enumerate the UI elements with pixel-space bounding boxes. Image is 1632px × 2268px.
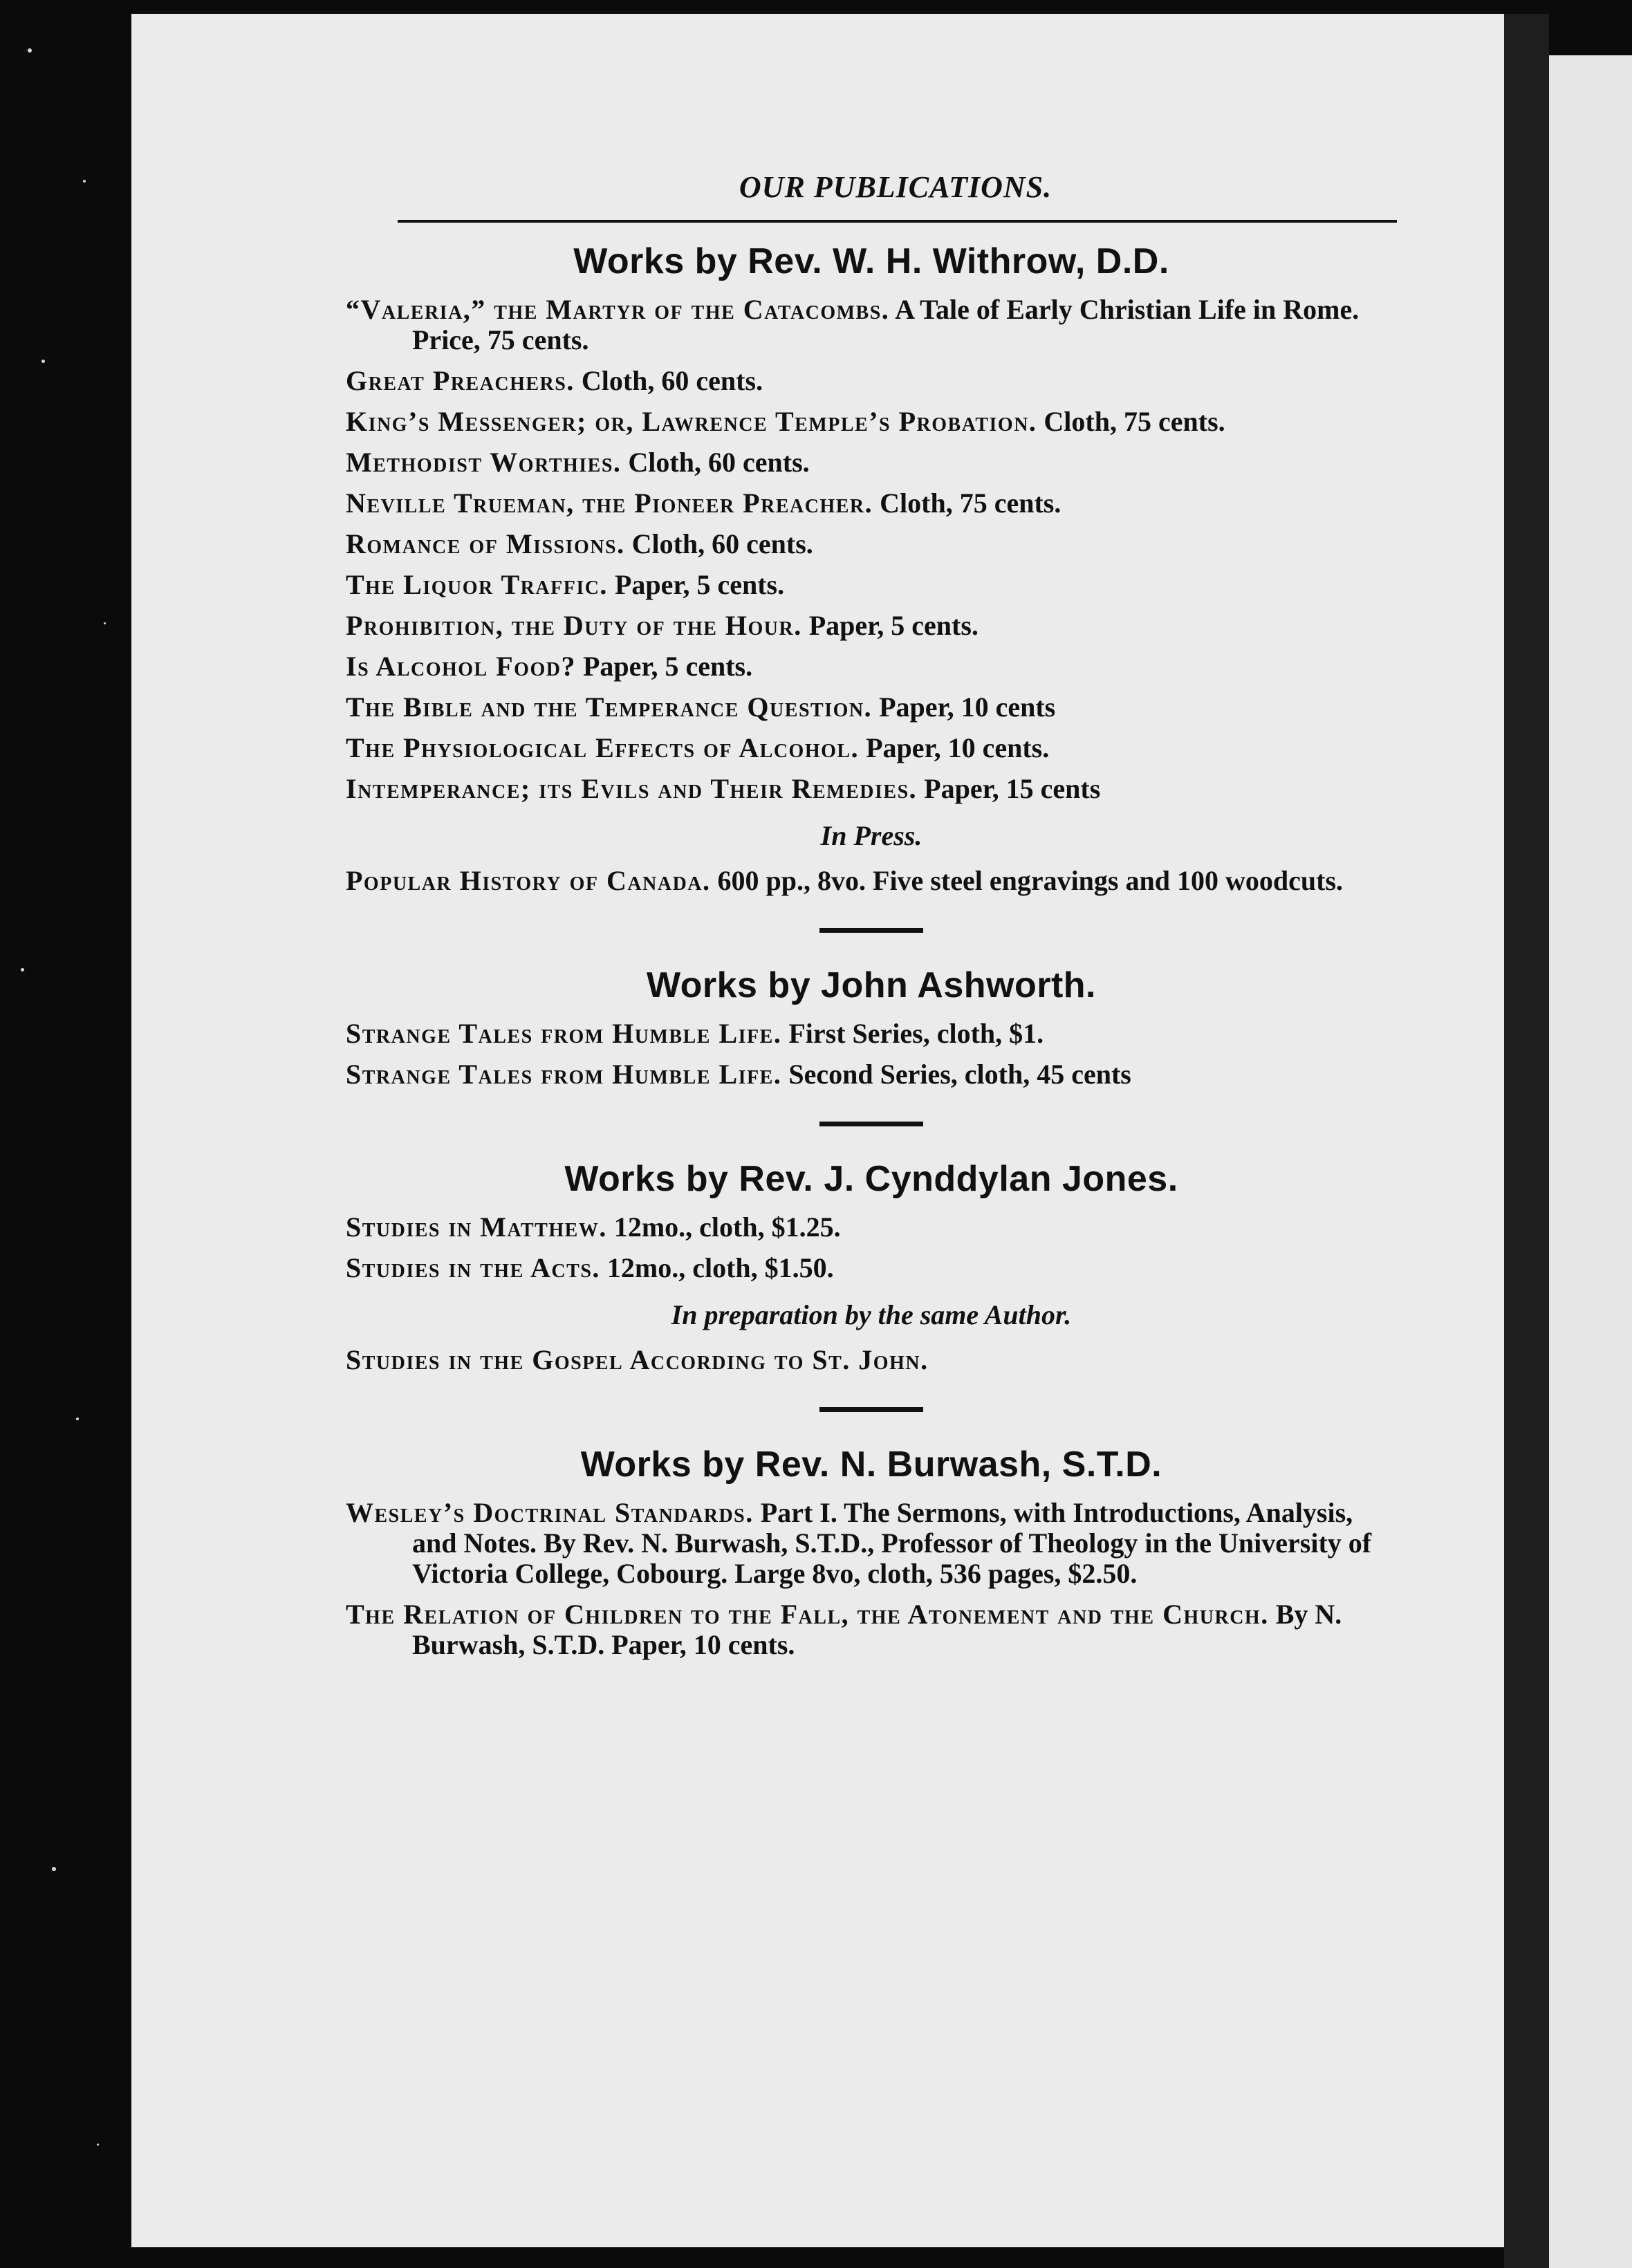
book-title: Is Alcohol Food? [346,651,576,682]
book-details: 600 pp., 8vo. Five steel engravings and 100 woodcuts. [717,865,1344,896]
book-title: Prohibition, the Duty of the Hour. [346,610,802,641]
book-details: 12mo., cloth, $1.25. [613,1211,841,1243]
book-entry [346,529,1397,559]
book-entry [346,1498,1397,1589]
book-entry [346,1019,1397,1049]
book-title: Wesley’s Doctrinal Standards. [346,1497,754,1528]
book-details: Second Series, cloth, 45 cents [788,1059,1131,1090]
book-entry [346,1059,1397,1090]
scan-speckle [52,1867,56,1871]
publication-section [346,965,1397,1090]
book-title: Neville Trueman, the Pioneer Preacher. [346,487,873,519]
section-heading: Works by Rev. W. H. Withrow, D.D. [573,241,1169,281]
scan-speckle [41,360,45,363]
book-entry [346,692,1397,723]
publication-section [346,1444,1397,1660]
book-title: Studies in the Gospel According to St. John. [346,1344,929,1375]
book-entry [346,1253,1397,1283]
book-title: The Relation of Children to the Fall, the Atonement and the Church. [346,1599,1269,1630]
book-title: Methodist Worthies. [346,447,622,478]
scan-speckle [28,48,32,53]
section-heading: Works by John Ashworth. [647,965,1096,1005]
book-title: Studies in the Acts. [346,1252,600,1283]
facing-page-edge [1549,55,1632,2268]
book-title: Great Preachers. [346,365,575,396]
section-heading: Works by Rev. J. Cynddylan Jones. [564,1159,1178,1199]
book-title: King’s Messenger; or, Lawrence Temple’s Probation. [346,406,1037,437]
book-entry [346,1345,1397,1375]
book-entry [346,407,1397,437]
running-head: OUR PUBLICATIONS. [739,170,1053,204]
book-details: Cloth, 60 cents. [581,365,763,396]
scan-speckle [21,968,24,972]
book-entry [346,733,1397,763]
book-title: Romance of Missions. [346,528,625,559]
book-title: Intemperance; its Evils and Their Remedies. [346,773,918,804]
scan-speckle [104,622,106,624]
book-entry [346,774,1397,804]
book-title: The Physiological Effects of Alcohol. [346,732,860,763]
book-title: Popular History of Canada. [346,865,711,896]
book-details: Paper, 5 cents. [808,610,979,641]
book-details: Paper, 15 cents [924,773,1101,804]
book-entry [346,488,1397,519]
book-entry [346,295,1397,355]
book-details: Paper, 10 cents. [866,732,1050,763]
book-title: Strange Tales from Humble Life. [346,1059,782,1090]
page-content [346,169,1397,1671]
book-details: Cloth, 75 cents. [880,487,1061,519]
book-entry [346,866,1397,896]
book-details: Cloth, 60 cents. [628,447,810,478]
book-details: Paper, 5 cents. [582,651,753,682]
book-title: “Valeria,” the Martyr of the Catacombs. [346,294,890,325]
book-entry [346,570,1397,600]
publication-sections [346,241,1397,1660]
section-note: In preparation by the same Author. [671,1299,1072,1330]
book-title: The Liquor Traffic. [346,569,608,600]
book-details: A Tale of Early Christian Life in Rome. Price, 75 cents. [412,294,1360,355]
book-title: Studies in Matthew. [346,1211,607,1243]
book-spine [1504,14,1549,2268]
book-entry [346,611,1397,641]
section-divider [819,1407,923,1412]
publication-section [346,241,1397,896]
book-details: Part I. The Sermons, with Introductions, Analysis, and Notes. By Rev. N. Burwash, S.T.D., Professor of Theology in the University of Victoria College, Cobourg. Large 8vo, cloth, 536 pages, $2.50. [412,1497,1372,1589]
section-note: In Press. [820,820,922,851]
section-heading: Works by Rev. N. Burwash, S.T.D. [580,1444,1162,1485]
publication-section [346,1158,1397,1375]
book-entry [346,651,1397,682]
section-divider [819,928,923,933]
scan-speckle [97,2144,99,2146]
book-details: Paper, 10 cents [879,691,1056,723]
book-title: Strange Tales from Humble Life. [346,1018,782,1049]
book-details: Cloth, 60 cents. [631,528,813,559]
book-details: First Series, cloth, $1. [788,1018,1044,1049]
scan-speckle [83,180,86,183]
scan-speckle [76,1418,79,1420]
book-details: Cloth, 75 cents. [1044,406,1225,437]
book-details: 12mo., cloth, $1.50. [606,1252,834,1283]
section-divider [819,1122,923,1126]
book-details: By N. Burwash, S.T.D. Paper, 10 cents. [412,1599,1342,1660]
book-details: Paper, 5 cents. [614,569,785,600]
book-entry [346,447,1397,478]
header-rule [398,220,1397,223]
book-entry [346,1212,1397,1243]
book-title: The Bible and the Temperance Question. [346,691,873,723]
book-entry [346,1599,1397,1660]
book-entry [346,366,1397,396]
